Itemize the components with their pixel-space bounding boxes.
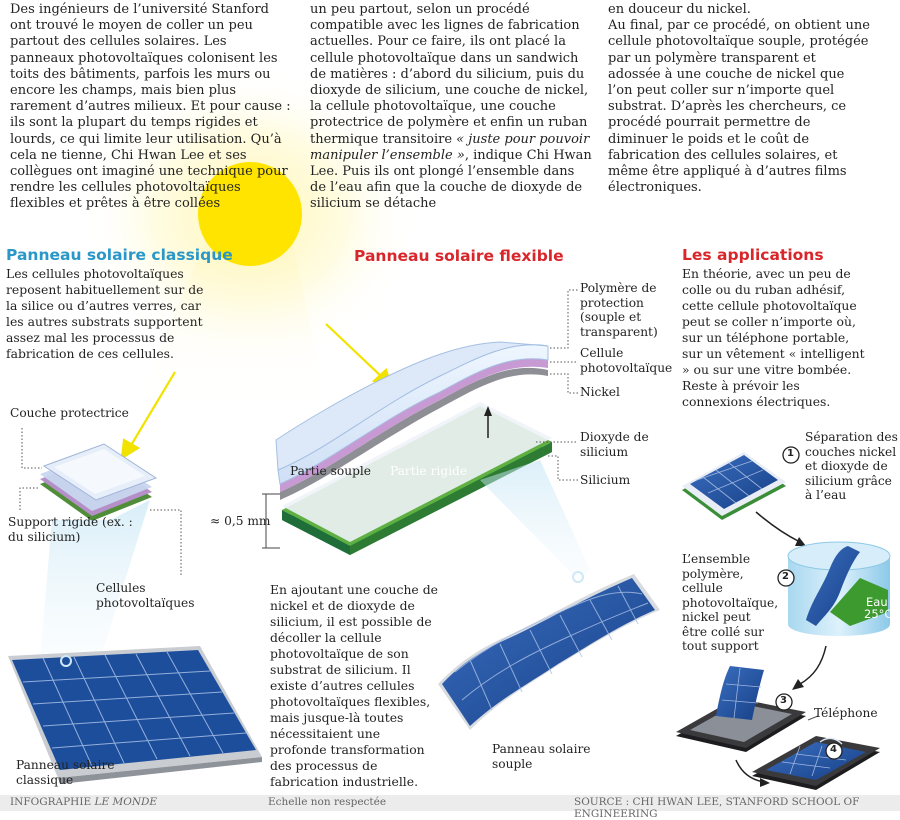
app-arrow-1-head <box>795 537 806 546</box>
label-partie-rigide: Partie rigide <box>390 464 468 478</box>
label-cellules-photovoltaiques: Cellules photovoltaïques <box>96 581 195 610</box>
phone-step4 <box>752 736 880 790</box>
label-step1: Séparation des couches nickel et dioxyde de silicium grâce à l’eau <box>805 430 898 502</box>
label-thickness: ≈ 0,5 mm <box>210 514 271 528</box>
label-support-rigide: Support rigide (ex. : du silicium) <box>8 515 133 544</box>
applications-description: En théorie, avec un peu de colle ou du ruban adhésif, cette cellule photovoltaïque peut se coller n’importe où, sur un téléphone portable, sur un vêtement « intelligent » ou sur une vitre bombée. Reste à prévoir les connexions électriques. <box>682 266 865 409</box>
label-panneau-classique: Panneau solaire classique <box>16 758 115 787</box>
water-label: Eau <box>866 595 888 609</box>
label-panneau-souple: Panneau solaire souple <box>492 742 591 771</box>
label-silicium: Silicium <box>580 473 631 487</box>
water-tank <box>788 542 893 636</box>
label-phone: Téléphone <box>814 706 878 720</box>
app-arrow-2-head <box>792 679 804 690</box>
article-column-1: Des ingénieurs de l’université Stanford ont trouvé le moyen de coller un peu partout des cellules solaires. Les panneaux photovoltaïques colonisent les toits des bâtiments, parfois les murs ou encore les champs, mais bien plus rarement d’autres milieux. Et pour cause : ils sont la plupart du temps rigides et lourds, ce qui limite leur utilisation. Qu’à cela ne tienne, Chi Hwan Lee et ses collègues ont imaginé une technique pour rendre les cellules photovoltaïques flexibles et prêtes à être collées <box>10 2 291 212</box>
footer-credit-publication: LE MONDE <box>94 796 158 808</box>
label-nickel: Nickel <box>580 385 620 399</box>
applications-title: Les applications <box>682 246 824 264</box>
article-column-2 <box>310 2 592 213</box>
flexible-zoom-cone <box>480 460 590 580</box>
step-number-1: 1 <box>787 448 794 459</box>
label-step2: L’ensemble polymère, cellule photovoltaïque, nickel peut être collé sur tout support <box>682 552 779 653</box>
water-temperature: 25°C <box>864 607 893 621</box>
label-partie-souple: Partie souple <box>290 464 371 478</box>
footer-bar <box>0 795 900 820</box>
flexible-description: En ajoutant une couche de nickel et de dioxyde de silicium, il est possible de décoller la cellule photovoltaïque de son substrat de silicium. Il existe d’autres cellules photovoltaïques flexibles, mais jusque-là toutes nécessitaient une profonde transformation des processus de fabrication industrielle. <box>270 582 438 789</box>
flexible-title: Panneau solaire flexible <box>354 247 564 265</box>
footer-source: SOURCE : CHI HWAN LEE, STANFORD SCHOOL OF ENGINEERING <box>574 796 860 820</box>
step-number-3: 3 <box>780 695 787 706</box>
label-couche-protectrice: Couche protectrice <box>10 406 129 420</box>
article-quote: « juste pour pouvoir manipuler l’ensemble » <box>310 131 590 163</box>
article-column-2-part-a: un peu partout, selon un procédé compatible avec les lignes de fabrication actuelles. Pour ce faire, ils ont placé la cellule photovoltaïque dans un sandwich de matières : d’abord du silicium, puis du dioxyde de silicium, une couche de nickel, la cellule photovoltaïque, une couche protectrice de polymère et enfin un ruban thermique transitoire <box>310 2 589 147</box>
label-water <box>866 596 892 620</box>
footer-credit <box>10 796 157 808</box>
step-number-4: 4 <box>830 744 837 755</box>
label-dioxyde: Dioxyde de silicium <box>580 430 649 459</box>
step-number-2: 2 <box>782 571 789 582</box>
footer-credit-prefix: INFOGRAPHIE <box>10 796 95 808</box>
flexible-panel-image <box>438 572 660 730</box>
app-arrow-2 <box>800 646 826 684</box>
article-column-2-part-b: , indique Chi Hwan Lee. Puis ils ont plongé l’ensemble dans de l’eau afin que la couche de dioxyde de silicium se détache <box>310 147 592 212</box>
footer-scale-note: Echelle non respectée <box>268 796 387 808</box>
classic-title: Panneau solaire classique <box>6 246 233 264</box>
app-arrow-1 <box>756 512 800 542</box>
classic-description: Les cellules photovoltaïques reposent habituellement sur de la silice ou d’autres verres, car les autres substrats supportent assez mal les processus de fabrication de ces cellules. <box>6 266 204 361</box>
article-column-3-part-b: Au final, par ce procédé, on obtient une cellule photovoltaïque souple, protégée par un polymère transparent et adossée à une couche de nickel que l’on peut coller sur n’importe quel substrat. D’après les chercheurs, ce procédé pourrait permettre de diminuer le poids et le coût de fabrication des cellules solaires, et même être appliqué à d’autres films électroniques. <box>608 18 870 196</box>
label-polymere: Polymère de protection (souple et transparent) <box>580 281 658 339</box>
label-cellule-photovoltaique: Cellule photovoltaïque <box>580 346 673 375</box>
article-column-3 <box>608 2 870 196</box>
article-column-3-part-a: en douceur du nickel. <box>608 2 751 17</box>
app-step1-panel <box>682 452 786 520</box>
